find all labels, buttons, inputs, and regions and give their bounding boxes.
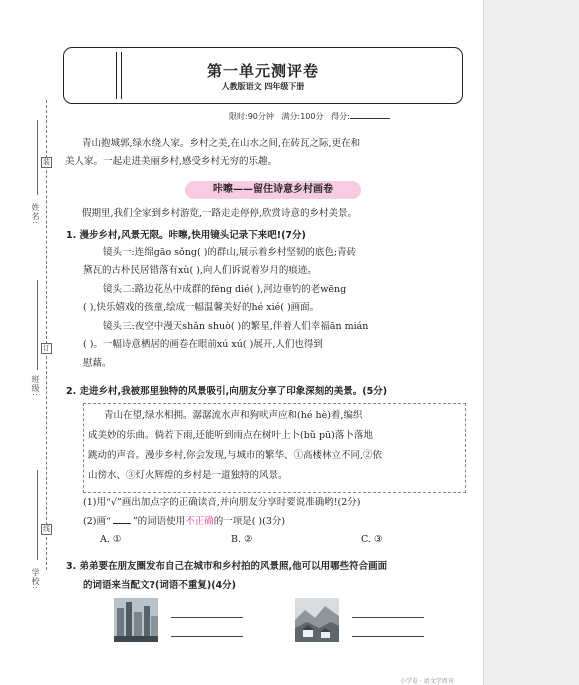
score-label: 得分: — [331, 112, 350, 121]
q1-line: ( )。一幅诗意栖居的画卷在眼前xú xú( )展开,人们也得到 — [83, 339, 323, 350]
question-3-title-2: 的词语来当配文?(词语不重复)(4分) — [83, 580, 236, 591]
lead-text: 假期里,我们全家到乡村游览,一路走走停停,欣赏诗意的乡村美景。 — [82, 208, 358, 219]
option-c: C. ③ — [361, 534, 383, 545]
q2-sub-2-emphasis: 不正确 — [185, 516, 214, 527]
answer-line[interactable] — [171, 636, 243, 637]
school-blank — [37, 470, 38, 560]
question-2-title: 2. 走进乡村,我被那里独特的风景吸引,向朋友分享了印象深刻的美景。(5分) — [66, 386, 388, 397]
passage-line: 跳动的声音。漫步乡村,你会发现,与城市的繁华、①高楼林立不同,②依 — [88, 450, 383, 461]
underline-sample — [113, 523, 131, 524]
q1-line: 慰藉。 — [83, 358, 112, 369]
section-banner: 咔嚓——留住诗意乡村画卷 — [185, 181, 361, 199]
page-title: 第一单元测评卷 — [206, 62, 319, 80]
page-subtitle: 人教版语文 四年级下册 — [221, 82, 305, 91]
option-a: A. ① — [100, 534, 122, 545]
q2-sub-2 — [83, 515, 285, 529]
option-b: B. ② — [231, 534, 253, 545]
score-blank — [350, 118, 390, 119]
village-photo — [295, 598, 339, 642]
q2-sub-2-text: 的一项是( )(3分) — [213, 516, 286, 527]
name-blank — [37, 120, 38, 195]
binding-mark: 订 — [43, 344, 50, 352]
intro-line: 青山抱城郭,绿水绕人家。乡村之美,在山水之间,在砖瓦之际,更在和 — [82, 138, 361, 149]
binding-line — [46, 100, 47, 570]
q1-line: 镜头二:路边花丛中成群的fēng dié( ),河边垂钓的老wēng — [103, 284, 347, 295]
title-box — [63, 47, 463, 104]
question-3-title: 3. 弟弟要在朋友圈发布自己在城市和乡村拍的风景照,他可以用哪些符合画面 — [66, 561, 388, 572]
binding-mark: 线 — [43, 525, 50, 533]
q1-line: 镜头一:连绵gāo sǒng( )的群山,展示着乡村坚韧的底色;青砖 — [103, 247, 357, 258]
question-1-title: 1. 漫步乡村,风景无限。咔嚓,快用镜头记录下来吧!(7分) — [66, 230, 306, 241]
school-label: 学校: — [31, 568, 40, 590]
name-label: 姓名: — [31, 203, 40, 225]
page-footer: 小学卷 · 语文学周刊 — [400, 678, 454, 685]
full-score: 满分:100分 — [281, 112, 324, 121]
city-photo — [114, 598, 158, 642]
answer-line[interactable] — [352, 636, 424, 637]
q2-sub-2-text: (2)画“ — [83, 516, 111, 527]
q1-line: 黛瓦的古朴民居错落有xù( ),向人们诉说着岁月的痕迹。 — [83, 265, 317, 276]
time-limit: 限时:90分钟 — [229, 112, 274, 121]
answer-line[interactable] — [352, 617, 424, 618]
passage-line: 成美妙的乐曲。倘若下雨,还能听到雨点在树叶上卜(bǔ pū)落卜落地 — [88, 430, 373, 441]
q2-sub-1: (1)用“√”画出加点字的正确读音,并向朋友分享时要说准确哟!(2分) — [83, 497, 361, 508]
answer-line[interactable] — [171, 617, 243, 618]
exam-meta — [229, 111, 390, 122]
intro-line: 美人家。一起走进美丽乡村,感受乡村无穷的乐趣。 — [65, 156, 278, 167]
q2-sub-2-text: ”的词语使用 — [132, 516, 186, 527]
q1-line: ( ),快乐嬉戏的孩童,绘成一幅温馨美好的hé xié( )画面。 — [83, 302, 320, 313]
viewer-background — [483, 0, 579, 685]
class-blank — [37, 280, 38, 370]
passage-line: 山傍水、③灯火辉煌的乡村是一道独特的风景。 — [88, 470, 288, 481]
binding-mark: 装 — [43, 158, 50, 166]
passage-line: 青山在望,绿水相拥。潺潺流水声和狗吠声应和(hé hè)着,编织 — [104, 410, 363, 421]
class-label: 班级: — [31, 375, 40, 397]
q1-line: 镜头三:夜空中漫天shǎn shuò( )的繁星,伴着人们幸福ān mián — [103, 321, 369, 332]
